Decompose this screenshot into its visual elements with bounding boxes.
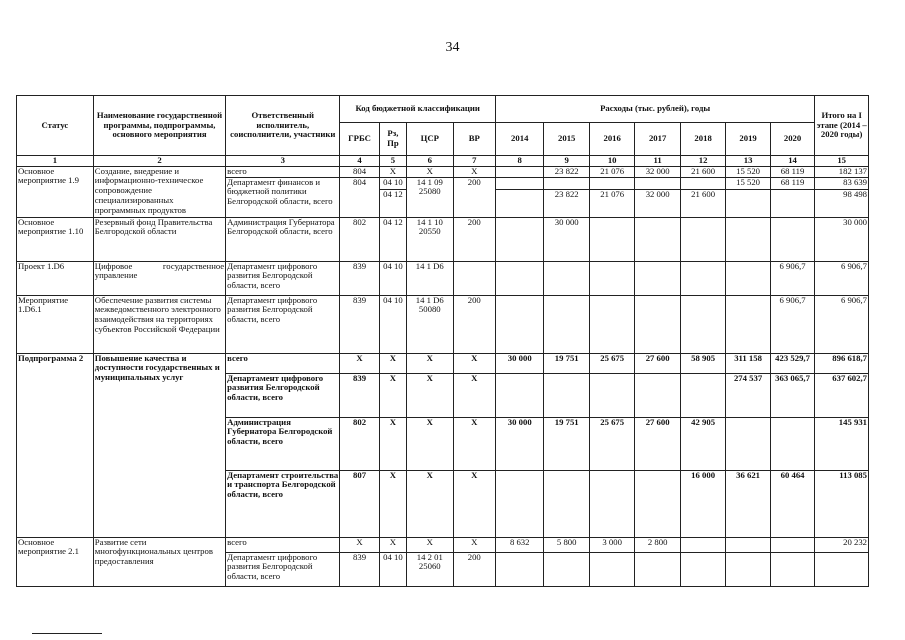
cell-2016 xyxy=(589,261,634,295)
table-row xyxy=(17,295,869,353)
cell-2015: 5 800 xyxy=(544,537,589,552)
cell-2014 xyxy=(495,373,544,417)
header-total: Итого на I этапе (2014 – 2020 годы) xyxy=(815,96,869,156)
col-num: 15 xyxy=(815,156,869,167)
cell-total: 182 137 xyxy=(815,166,869,177)
cell-vr: X xyxy=(453,417,495,470)
cell-2017 xyxy=(635,552,680,586)
cell-total: 30 000 xyxy=(815,217,869,261)
cell-vr: 200 xyxy=(453,295,495,353)
cell-2020: 68 119 xyxy=(770,166,815,177)
cell-grbs: 839 xyxy=(340,552,379,586)
header-grbs: ГРБС xyxy=(340,123,379,156)
header-name: Наименование государственной программы, подпрограммы, основного мероприятия xyxy=(93,96,225,156)
cell-vr: X xyxy=(453,166,495,177)
cell-2017: 2 800 xyxy=(635,537,680,552)
col-num: 11 xyxy=(635,156,680,167)
cell-2014 xyxy=(495,552,544,586)
header-2017: 2017 xyxy=(635,123,680,156)
cell-2019: 274 537 xyxy=(726,373,770,417)
cell-csr: X xyxy=(407,166,453,177)
col-num: 4 xyxy=(340,156,379,167)
cell-executor: всего xyxy=(226,166,340,177)
cell-2017 xyxy=(635,261,680,295)
cell-2017 xyxy=(635,177,680,189)
cell-2019: 36 621 xyxy=(726,470,770,537)
cell-grbs: 807 xyxy=(340,470,379,537)
cell-2017 xyxy=(635,470,680,537)
cell-2014: 30 000 xyxy=(495,417,544,470)
cell-2019 xyxy=(726,417,770,470)
cell-rzpr: X xyxy=(379,166,406,177)
header-budget-code: Код бюджетной классификации xyxy=(340,96,496,123)
cell-2018: 21 600 xyxy=(680,189,725,217)
cell-2020: 423 529,7 xyxy=(770,353,815,373)
page-number: 34 xyxy=(445,40,460,55)
budget-table xyxy=(16,95,869,587)
cell-2020 xyxy=(770,217,815,261)
cell-executor: Администрация Губернатора Белгородской области, всего xyxy=(226,217,340,261)
cell-total: 637 602,7 xyxy=(815,373,869,417)
cell-2016 xyxy=(589,470,634,537)
cell-2016: 25 675 xyxy=(589,353,634,373)
cell-name: Развитие сети многофункциональных центров предоставления xyxy=(93,537,225,586)
cell-csr: X xyxy=(407,353,453,373)
col-num: 8 xyxy=(495,156,544,167)
col-num: 10 xyxy=(589,156,634,167)
cell-2020: 68 119 xyxy=(770,177,815,189)
cell-rzpr: 04 12 xyxy=(379,217,406,261)
cell-rzpr: 04 10 xyxy=(379,261,406,295)
cell-2016: 21 076 xyxy=(589,189,634,217)
cell-csr: X xyxy=(407,373,453,417)
cell-2015: 19 751 xyxy=(544,417,589,470)
cell-2017 xyxy=(635,295,680,353)
table-row xyxy=(17,537,869,552)
cell-2014 xyxy=(495,295,544,353)
cell-status: Подпрограмма 2 xyxy=(17,353,94,537)
cell-status: Проект 1.D6 xyxy=(17,261,94,295)
table-row xyxy=(17,217,869,261)
cell-vr: X xyxy=(453,353,495,373)
cell-2017: 27 600 xyxy=(635,353,680,373)
cell-2015: 19 751 xyxy=(544,353,589,373)
cell-executor: Департамент цифрового развития Белгородской области, всего xyxy=(226,373,340,417)
cell-vr: 200 xyxy=(453,217,495,261)
cell-2018 xyxy=(680,295,725,353)
cell-2017: 27 600 xyxy=(635,417,680,470)
col-num: 1 xyxy=(17,156,94,167)
cell-total: 896 618,7 xyxy=(815,353,869,373)
table-row xyxy=(17,261,869,295)
cell-total: 6 906,7 xyxy=(815,261,869,295)
cell-executor: Департамент цифрового развития Белгородской области, всего xyxy=(226,261,340,295)
cell-grbs: 839 xyxy=(340,373,379,417)
cell-2018: 16 000 xyxy=(680,470,725,537)
col-num: 9 xyxy=(544,156,589,167)
cell-grbs: 839 xyxy=(340,261,379,295)
cell-2019 xyxy=(726,552,770,586)
cell-2015 xyxy=(544,295,589,353)
cell-csr: 14 1 D6 50080 xyxy=(407,295,453,353)
header-executor: Ответственный исполнитель, соисполнители, участники xyxy=(226,96,340,156)
cell-total: 113 085 xyxy=(815,470,869,537)
cell-2015 xyxy=(544,373,589,417)
cell-grbs: X xyxy=(340,537,379,552)
cell-2017 xyxy=(635,373,680,417)
col-num: 14 xyxy=(770,156,815,167)
cell-csr: 14 2 01 25060 xyxy=(407,552,453,586)
cell-rzpr: X xyxy=(379,417,406,470)
cell-2014 xyxy=(495,189,544,217)
cell-csr: X xyxy=(407,417,453,470)
cell-status: Основное мероприятие 1.10 xyxy=(17,217,94,261)
cell-2018: 58 905 xyxy=(680,353,725,373)
cell-grbs: 839 xyxy=(340,295,379,353)
cell-2020 xyxy=(770,189,815,217)
cell-2015: 23 822 xyxy=(544,166,589,177)
header-2018: 2018 xyxy=(680,123,725,156)
cell-2019: 15 520 xyxy=(726,177,770,189)
cell-2018: 42 905 xyxy=(680,417,725,470)
cell-status: Мероприятие 1.D6.1 xyxy=(17,295,94,353)
col-num: 7 xyxy=(453,156,495,167)
cell-2019 xyxy=(726,261,770,295)
cell-2017 xyxy=(635,217,680,261)
cell-executor: всего xyxy=(226,537,340,552)
col-num: 5 xyxy=(379,156,406,167)
cell-2016: 3 000 xyxy=(589,537,634,552)
cell-rzpr: X xyxy=(379,353,406,373)
cell-2018 xyxy=(680,261,725,295)
cell-vr: X xyxy=(453,373,495,417)
cell-status: Основное мероприятие 2.1 xyxy=(17,537,94,586)
cell-executor: Департамент цифрового развития Белгородской области, всего xyxy=(226,295,340,353)
header-vr: ВР xyxy=(453,123,495,156)
cell-2018 xyxy=(680,177,725,189)
cell-2015: 30 000 xyxy=(544,217,589,261)
cell-total: 145 931 xyxy=(815,417,869,470)
cell-executor: Департамент строительства и транспорта Белгородской области, всего xyxy=(226,470,340,537)
cell-2014: 30 000 xyxy=(495,353,544,373)
cell-2016: 21 076 xyxy=(589,166,634,177)
cell-2014 xyxy=(495,217,544,261)
header-2020: 2020 xyxy=(770,123,815,156)
header-2015: 2015 xyxy=(544,123,589,156)
cell-vr xyxy=(453,261,495,295)
cell-name: Повышение качества и доступности государственных и муниципальных услуг xyxy=(93,353,225,537)
col-num: 3 xyxy=(226,156,340,167)
cell-2020: 6 906,7 xyxy=(770,261,815,295)
cell-name: Резервный фонд Правительства Белгородской области xyxy=(93,217,225,261)
cell-2015 xyxy=(544,470,589,537)
cell-2020: 60 464 xyxy=(770,470,815,537)
cell-rzpr: 04 10 xyxy=(379,552,406,586)
cell-rzpr: X xyxy=(379,373,406,417)
cell-2016 xyxy=(589,177,634,189)
cell-vr: 200 xyxy=(453,177,495,217)
header-2014: 2014 xyxy=(495,123,544,156)
cell-total: 20 232 xyxy=(815,537,869,552)
cell-2018 xyxy=(680,552,725,586)
cell-grbs: 802 xyxy=(340,417,379,470)
cell-rzpr: 04 10 xyxy=(379,177,406,189)
cell-2014: 8 632 xyxy=(495,537,544,552)
col-num: 12 xyxy=(680,156,725,167)
cell-csr: 14 1 D6 xyxy=(407,261,453,295)
cell-2018: 21 600 xyxy=(680,166,725,177)
cell-executor: Департамент цифрового развития Белгородской области, всего xyxy=(226,552,340,586)
cell-2016 xyxy=(589,373,634,417)
cell-grbs: X xyxy=(340,353,379,373)
cell-2019: 15 520 xyxy=(726,166,770,177)
cell-2018 xyxy=(680,217,725,261)
cell-csr: X xyxy=(407,470,453,537)
cell-2020 xyxy=(770,537,815,552)
col-num: 6 xyxy=(407,156,453,167)
cell-2015 xyxy=(544,261,589,295)
cell-csr: 14 1 10 20550 xyxy=(407,217,453,261)
header-2016: 2016 xyxy=(589,123,634,156)
cell-2019 xyxy=(726,537,770,552)
cell-rzpr: 04 12 xyxy=(379,189,406,217)
header-rzpr: Рз, Пр xyxy=(379,123,406,156)
cell-2018 xyxy=(680,373,725,417)
cell-total: 98 498 xyxy=(815,189,869,217)
header-2019: 2019 xyxy=(726,123,770,156)
cell-2015 xyxy=(544,552,589,586)
cell-2017: 32 000 xyxy=(635,189,680,217)
cell-grbs: 804 xyxy=(340,166,379,177)
cell-status: Основное мероприятие 1.9 xyxy=(17,166,94,217)
cell-grbs: 802 xyxy=(340,217,379,261)
cell-2016 xyxy=(589,295,634,353)
cell-2014 xyxy=(495,166,544,177)
cell-2019 xyxy=(726,189,770,217)
cell-2019 xyxy=(726,295,770,353)
cell-2020 xyxy=(770,417,815,470)
header-csr: ЦСР xyxy=(407,123,453,156)
cell-vr: X xyxy=(453,537,495,552)
cell-2016: 25 675 xyxy=(589,417,634,470)
col-num: 2 xyxy=(93,156,225,167)
cell-total: 6 906,7 xyxy=(815,295,869,353)
cell-2018 xyxy=(680,537,725,552)
cell-2019: 311 158 xyxy=(726,353,770,373)
cell-2017: 32 000 xyxy=(635,166,680,177)
cell-executor: Администрация Губернатора Белгородской области, всего xyxy=(226,417,340,470)
cell-rzpr: X xyxy=(379,470,406,537)
cell-2019 xyxy=(726,217,770,261)
col-num: 13 xyxy=(726,156,770,167)
header-status: Статус xyxy=(17,96,94,156)
cell-2015 xyxy=(544,177,589,189)
cell-2016 xyxy=(589,552,634,586)
cell-rzpr: X xyxy=(379,537,406,552)
cell-grbs: 804 xyxy=(340,177,379,217)
table-row xyxy=(17,166,869,177)
cell-2014 xyxy=(495,177,544,189)
cell-2014 xyxy=(495,261,544,295)
cell-executor: Департамент финансов и бюджетной политики Белгородской области, всего xyxy=(226,177,340,217)
table-row xyxy=(17,353,869,373)
cell-name: Обеспечение развития системы межведомственного электронного взаимодействия на территориях субъектов Российской Федерации xyxy=(93,295,225,353)
cell-name: Цифровое государственное управление xyxy=(93,261,225,295)
footnote-separator xyxy=(32,633,102,634)
header-expenses: Расходы (тыс. рублей), годы xyxy=(495,96,814,123)
cell-vr: X xyxy=(453,470,495,537)
cell-executor: всего xyxy=(226,353,340,373)
cell-2020: 363 065,7 xyxy=(770,373,815,417)
cell-total xyxy=(815,552,869,586)
cell-name: Создание, внедрение и информационно-техническое сопровождение специализированных программных продуктов xyxy=(93,166,225,217)
cell-csr: 14 1 09 25080 xyxy=(407,177,453,217)
cell-2020 xyxy=(770,552,815,586)
cell-rzpr: 04 10 xyxy=(379,295,406,353)
cell-2015: 23 822 xyxy=(544,189,589,217)
cell-2014 xyxy=(495,470,544,537)
cell-2020: 6 906,7 xyxy=(770,295,815,353)
cell-vr: 200 xyxy=(453,552,495,586)
cell-csr: X xyxy=(407,537,453,552)
cell-2016 xyxy=(589,217,634,261)
cell-total: 83 639 xyxy=(815,177,869,189)
